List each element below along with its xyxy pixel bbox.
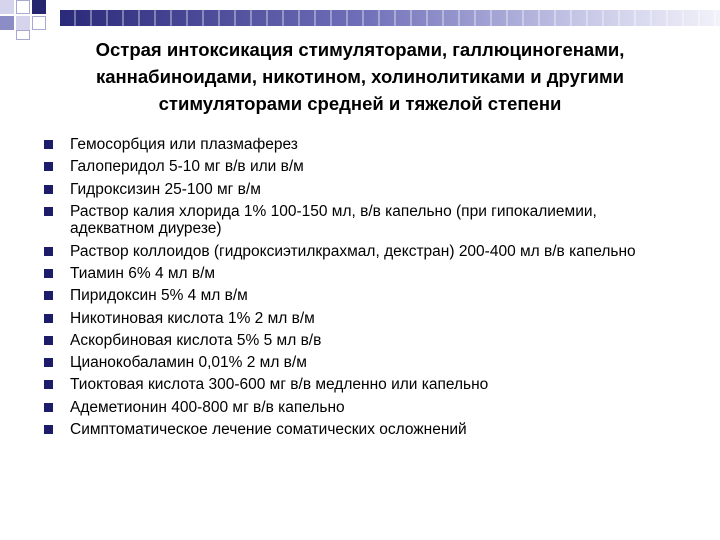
list-item [44,203,674,238]
list-item-text: Тиамин 6% 4 мл в/м [70,264,216,282]
list-item-text: Симптоматическое лечение соматических осложнений [70,421,467,439]
square-bullet-icon [44,425,53,434]
header-decoration [0,0,720,40]
list-item-text: Пиридоксин 5% 4 мл в/м [70,287,248,305]
square-bullet-icon [44,291,53,300]
list-item [44,421,674,439]
list-item-text: Адеметионин 400-800 мг в/в капельно [70,398,345,416]
decor-square [16,30,30,40]
decor-square [16,16,30,30]
decor-square [32,16,46,30]
square-bullet-icon [44,380,53,389]
treatment-list [44,136,674,443]
list-item [44,310,674,328]
list-item-text: Раствор коллоидов (гидроксиэтилкрахмал, декстран) 200-400 мл в/в капельно [70,242,636,260]
square-bullet-icon [44,162,53,171]
list-item-text: Галоперидол 5-10 мг в/в или в/м [70,158,304,176]
list-item [44,354,674,372]
list-item [44,376,674,394]
square-bullet-icon [44,314,53,323]
square-bullet-icon [44,247,53,256]
header-gradient-bar [60,10,720,26]
square-bullet-icon [44,358,53,367]
square-bullet-icon [44,140,53,149]
list-item [44,332,674,350]
list-item [44,136,674,154]
square-bullet-icon [44,336,53,345]
square-bullet-icon [44,269,53,278]
list-item-text: Гемосорбция или плазмаферез [70,136,298,153]
square-bullet-icon [44,403,53,412]
list-item [44,287,674,305]
list-item-text: Тиоктовая кислота 300-600 мг в/в медленно или капельно [70,376,489,394]
list-item [44,158,674,176]
list-item-text: Аскорбиновая кислота 5% 5 мл в/в [70,331,322,349]
list-item [44,399,674,417]
list-item-text: Раствор калия хлорида 1% 100-150 мл, в/в капельно (при гипокалиемии, адекватном диурезе) [70,202,597,238]
list-item [44,243,674,261]
slide-title: Острая интоксикация стимуляторами, галлюциногенами, каннабиноидами, никотином, холинолитиками и другими стимуляторами средней и тяжелой степени [95,39,625,114]
square-bullet-icon [44,185,53,194]
square-bullet-icon [44,207,53,216]
decor-square [32,0,46,14]
list-item [44,265,674,283]
header-squares-decoration [0,0,60,40]
decor-square [0,16,14,30]
decor-square [16,0,30,14]
list-item-text: Цианокобаламин 0,01% 2 мл в/м [70,354,307,372]
list-item [44,181,674,199]
list-item-text: Гидроксизин 25-100 мг в/м [70,180,261,198]
decor-square [0,0,14,14]
list-item-text: Никотиновая кислота 1% 2 мл в/м [70,309,315,327]
